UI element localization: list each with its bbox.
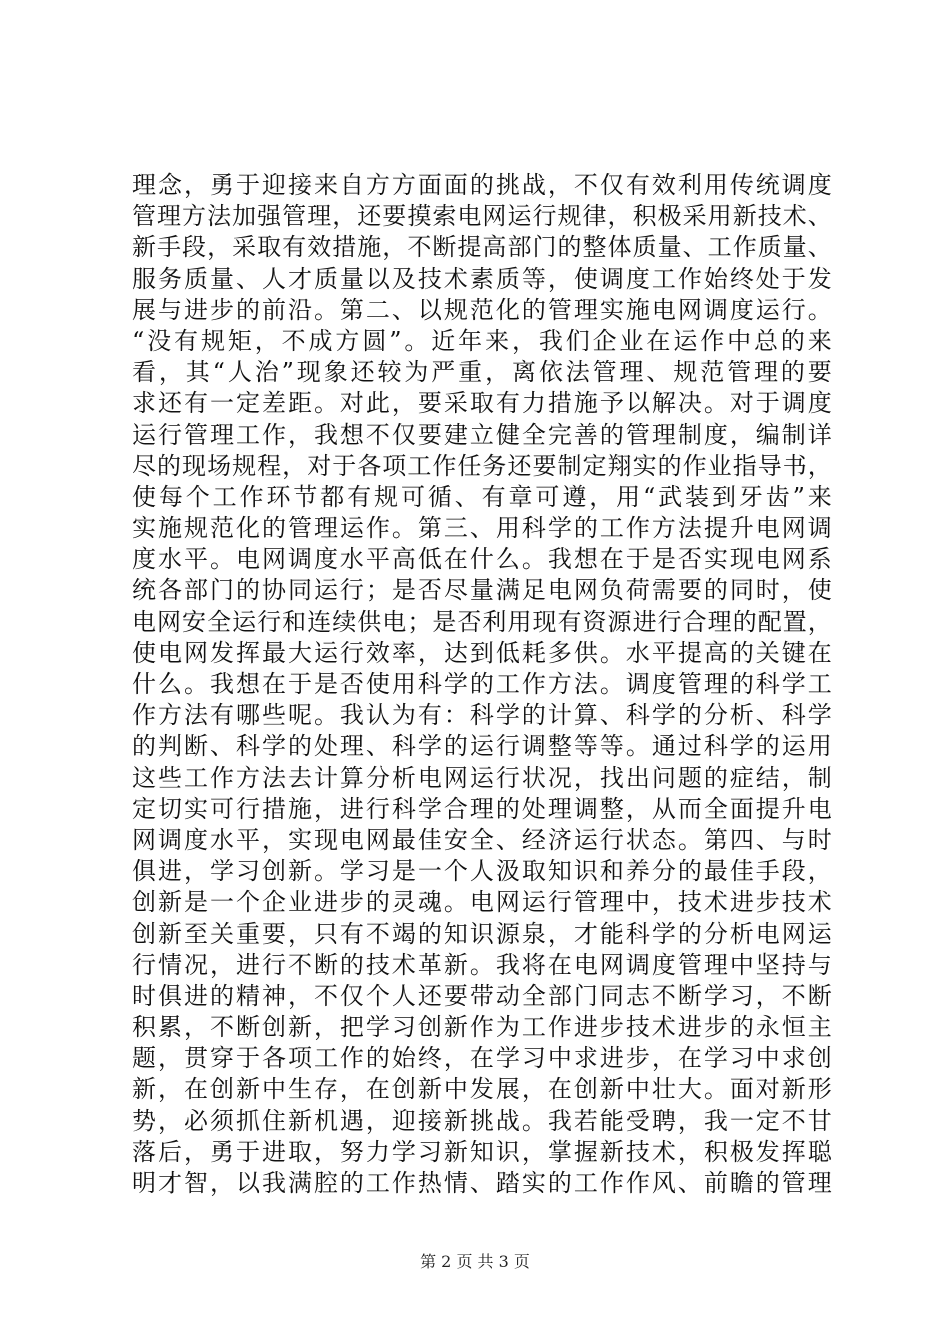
body-line: 统各部门的协同运行；是否尽量满足电网负荷需要的同时，使 — [132, 576, 832, 605]
document-body — [132, 170, 832, 1199]
body-line: 实施规范化的管理运作。第三、用科学的工作方法提升电网调 — [132, 514, 832, 543]
body-line: 的判断、科学的处理、科学的运行调整等等。通过科学的运用 — [132, 732, 832, 761]
body-line: 俱进，学习创新。学习是一个人汲取知识和养分的最佳手段， — [132, 857, 832, 886]
body-line: 作方法有哪些呢。我认为有：科学的计算、科学的分析、科学 — [132, 701, 832, 730]
body-line: 行情况，进行不断的技术革新。我将在电网调度管理中坚持与 — [132, 950, 832, 979]
body-line: 理念，勇于迎接来自方方面面的挑战，不仅有效利用传统调度 — [132, 171, 832, 199]
body-line: 什么。我想在于是否使用科学的工作方法。调度管理的科学工 — [132, 670, 832, 698]
body-line: 电网安全运行和连续供电；是否利用现有资源进行合理的配置， — [132, 607, 832, 636]
body-line: 度水平。电网调度水平高低在什么。我想在于是否实现电网系 — [132, 545, 832, 574]
body-line: 新手段，采取有效措施，不断提高部门的整体质量、工作质量、 — [132, 233, 832, 262]
body-line: 尽的现场规程，对于各项工作任务还要制定翔实的作业指导书， — [132, 451, 832, 480]
body-line: 看，其“人治”现象还较为严重，离依法管理、规范管理的要 — [132, 358, 832, 387]
body-line: 明才智，以我满腔的工作热情、踏实的工作作风、前瞻的管理 — [132, 1169, 832, 1197]
body-line: 新，在创新中生存，在创新中发展，在创新中壮大。面对新形 — [132, 1075, 832, 1104]
body-line: 势，必须抓住新机遇，迎接新挑战。我若能受聘，我一定不甘 — [132, 1106, 832, 1135]
page-footer: 第 2 页 共 3 页 — [420, 1252, 530, 1271]
body-line: 创新至关重要，只有不竭的知识源泉，才能科学的分析电网运 — [132, 919, 832, 948]
body-line: 使电网发挥最大运行效率，达到低耗多供。水平提高的关键在 — [132, 638, 832, 667]
body-line: 网调度水平，实现电网最佳安全、经济运行状态。第四、与时 — [132, 825, 832, 854]
body-line: 使每个工作环节都有规可循、有章可遵，用“武装到牙齿”来 — [132, 482, 832, 511]
body-line: 创新是一个企业进步的灵魂。电网运行管理中，技术进步技术 — [132, 888, 832, 917]
body-line: 展与进步的前沿。第二、以规范化的管理实施电网调度运行。 — [132, 295, 832, 324]
body-line: 求还有一定差距。对此，要采取有力措施予以解决。对于调度 — [132, 389, 832, 418]
body-line: 管理方法加强管理，还要摸索电网运行规律，积极采用新技术、 — [132, 202, 832, 231]
body-line: 运行管理工作，我想不仅要建立健全完善的管理制度，编制详 — [132, 420, 832, 449]
body-line: 服务质量、人才质量以及技术素质等，使调度工作始终处于发 — [132, 264, 832, 293]
body-line: 积累，不断创新，把学习创新作为工作进步技术进步的永恒主 — [132, 1013, 832, 1042]
body-line: “没有规矩，不成方圆”。近年来，我们企业在运作中总的来 — [132, 326, 832, 355]
body-line: 落后，勇于进取，努力学习新知识，掌握新技术，积极发挥聪 — [132, 1137, 832, 1166]
body-line: 这些工作方法去计算分析电网运行状况，找出问题的症结，制 — [132, 763, 832, 792]
body-line: 定切实可行措施，进行科学合理的处理调整，从而全面提升电 — [132, 794, 832, 823]
body-line: 时俱进的精神，不仅个人还要带动全部门同志不断学习，不断 — [132, 981, 832, 1010]
body-line: 题，贯穿于各项工作的始终，在学习中求进步，在学习中求创 — [132, 1044, 832, 1073]
